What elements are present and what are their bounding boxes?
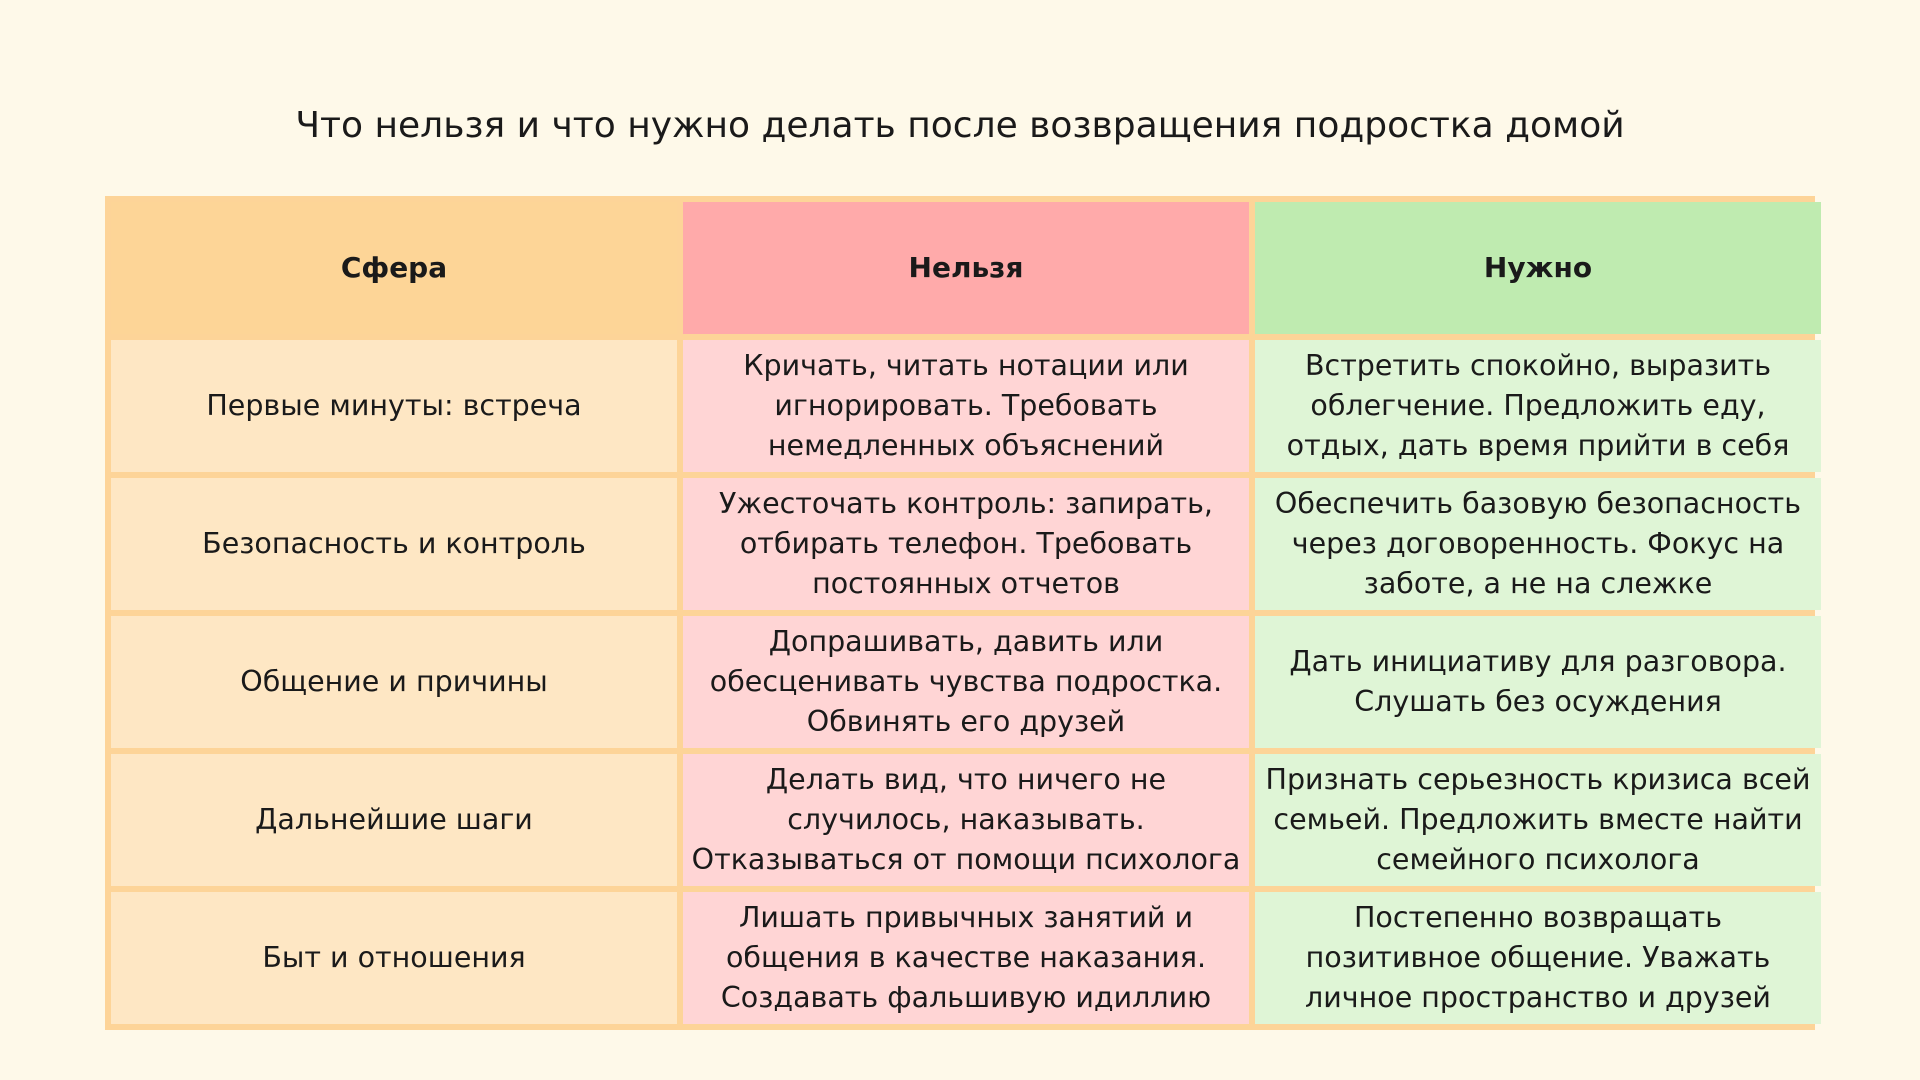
row-sphere-cell: Быт и отношения [111,892,677,1024]
row-sphere-cell: Первые минуты: встреча [111,340,677,472]
comparison-table [105,196,1815,1030]
page-title: Что нельзя и что нужно делать после возвращения подростка домой [295,105,1625,146]
row-no-cell: Допрашивать, давить или обесценивать чувства подростка. Обвинять его друзей [683,616,1249,748]
row-yes-cell: Дать инициативу для разговора. Слушать без осуждения [1255,616,1821,748]
row-yes-cell: Встретить спокойно, выразить облегчение. Предложить еду, отдых, дать время прийти в себя [1255,340,1821,472]
header-sphere: Сфера [111,202,677,334]
row-no-cell: Лишать привычных занятий и общения в качестве наказания. Создавать фальшивую идиллию [683,892,1249,1024]
row-no-cell: Кричать, читать нотации или игнорировать. Требовать немедленных объяснений [683,340,1249,472]
row-sphere-cell: Общение и причины [111,616,677,748]
row-no-cell: Делать вид, что ничего не случилось, наказывать. Отказываться от помощи психолога [683,754,1249,886]
row-yes-cell: Признать серьезность кризиса всей семьей. Предложить вместе найти семейного психолога [1255,754,1821,886]
row-sphere-cell: Безопасность и контроль [111,478,677,610]
header-yes: Нужно [1255,202,1821,334]
row-yes-cell: Постепенно возвращать позитивное общение. Уважать личное пространство и друзей [1255,892,1821,1024]
row-no-cell: Ужесточать контроль: запирать, отбирать телефон. Требовать постоянных отчетов [683,478,1249,610]
row-yes-cell: Обеспечить базовую безопасность через договоренность. Фокус на заботе, а не на слежке [1255,478,1821,610]
row-sphere-cell: Дальнейшие шаги [111,754,677,886]
header-no: Нельзя [683,202,1249,334]
